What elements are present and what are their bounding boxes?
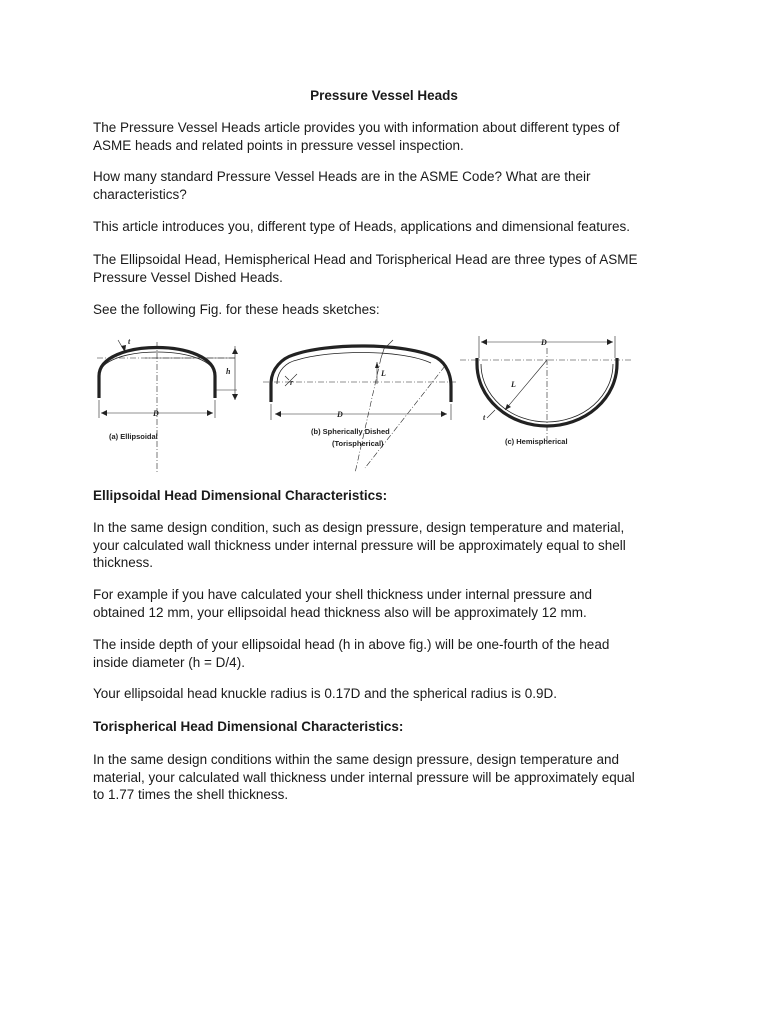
ellipsoidal-p3-line-1: The inside depth of your ellipsoidal head (h in above fig.) will be one-fourth of the head (93, 637, 610, 652)
ellipsoidal-paragraph-3 (93, 636, 693, 671)
torispherical-caption-line1: (b) Spherically Dished (311, 427, 390, 436)
torispherical-paragraph-1 (93, 751, 693, 804)
torispherical-heading: Torispherical Head Dimensional Characteristics: (93, 719, 404, 734)
ellipsoidal-label-h: h (226, 367, 231, 376)
question-line-2: characteristics? (93, 186, 187, 202)
ellipsoidal-label-D: D (153, 409, 159, 418)
ellipsoidal-p2-line-1: For example if you have calculated your shell thickness under internal pressure and (93, 587, 593, 602)
ellipsoidal-p1-line-1: In the same design condition, such as design pressure, design temperature and material, (93, 520, 625, 535)
ellipsoidal-p2-line-2: obtained 12 mm, your ellipsoidal head thickness also will be approximately 12 mm. (93, 604, 587, 620)
torispherical-p1-line-3: to 1.77 times the shell thickness. (93, 787, 289, 802)
torispherical-p1-line-2: material, your calculated wall thickness under internal pressure will be approximately equal (93, 769, 635, 785)
three-types-line-2: Pressure Vessel Dished Heads. (93, 269, 283, 285)
ellipsoidal-paragraph-1 (93, 519, 693, 572)
intro-paragraph (93, 119, 693, 154)
document-title: Pressure Vessel Heads (310, 88, 458, 103)
intro-line-1: The Pressure Vessel Heads article provides you with information about different types of (93, 120, 620, 135)
ellipsoidal-heading: Ellipsoidal Head Dimensional Characteristics: (93, 488, 388, 503)
ellipsoidal-p3-line-2: inside diameter (h = D/4). (93, 654, 245, 670)
ellipsoidal-paragraph-2 (93, 586, 693, 621)
torispherical-sketch (263, 340, 457, 473)
intro-line-2: ASME heads and related points in pressure vessel inspection. (93, 137, 464, 153)
heads-sketches-figure (85, 328, 645, 476)
torispherical-label-L: L (381, 369, 386, 378)
three-types-line-1: The Ellipsoidal Head, Hemispherical Head and Torispherical Head are three types of ASME (93, 252, 638, 267)
ellipsoidal-p1-line-3: thickness. (93, 555, 154, 570)
hemispherical-sketch (460, 336, 633, 440)
ellipsoidal-caption: (a) Ellipsoidal (109, 432, 158, 441)
ellipsoidal-label-t: t (128, 337, 131, 346)
torispherical-caption-line2: (Torispherical) (332, 439, 384, 448)
introduces-paragraph (93, 218, 693, 236)
torispherical-label-r: r (290, 378, 294, 387)
ellipsoidal-paragraph-4 (93, 685, 693, 703)
see-fig-paragraph (93, 301, 693, 319)
ellipsoidal-sketch (97, 340, 238, 473)
three-types-paragraph (93, 251, 693, 286)
introduces-line-1: This article introduces you, different type of Heads, applications and dimensional features. (93, 219, 631, 234)
question-paragraph (93, 168, 693, 203)
question-line-1: How many standard Pressure Vessel Heads are in the ASME Code? What are their (93, 169, 591, 184)
torispherical-p1-line-1: In the same design conditions within the same design pressure, design temperature and (93, 752, 620, 767)
hemispherical-label-t: t (483, 413, 486, 422)
torispherical-label-D: D (337, 410, 343, 419)
hemispherical-caption: (c) Hemispherical (505, 437, 568, 446)
ellipsoidal-p4-line-1: Your ellipsoidal head knuckle radius is 0.17D and the spherical radius is 0.9D. (93, 686, 558, 701)
ellipsoidal-p1-line-2: your calculated wall thickness under internal pressure will be approximately equal to shell (93, 537, 626, 553)
see-fig-line-1: See the following Fig. for these heads sketches: (93, 302, 380, 317)
hemispherical-label-D: D (541, 338, 547, 347)
hemispherical-label-L: L (511, 380, 516, 389)
